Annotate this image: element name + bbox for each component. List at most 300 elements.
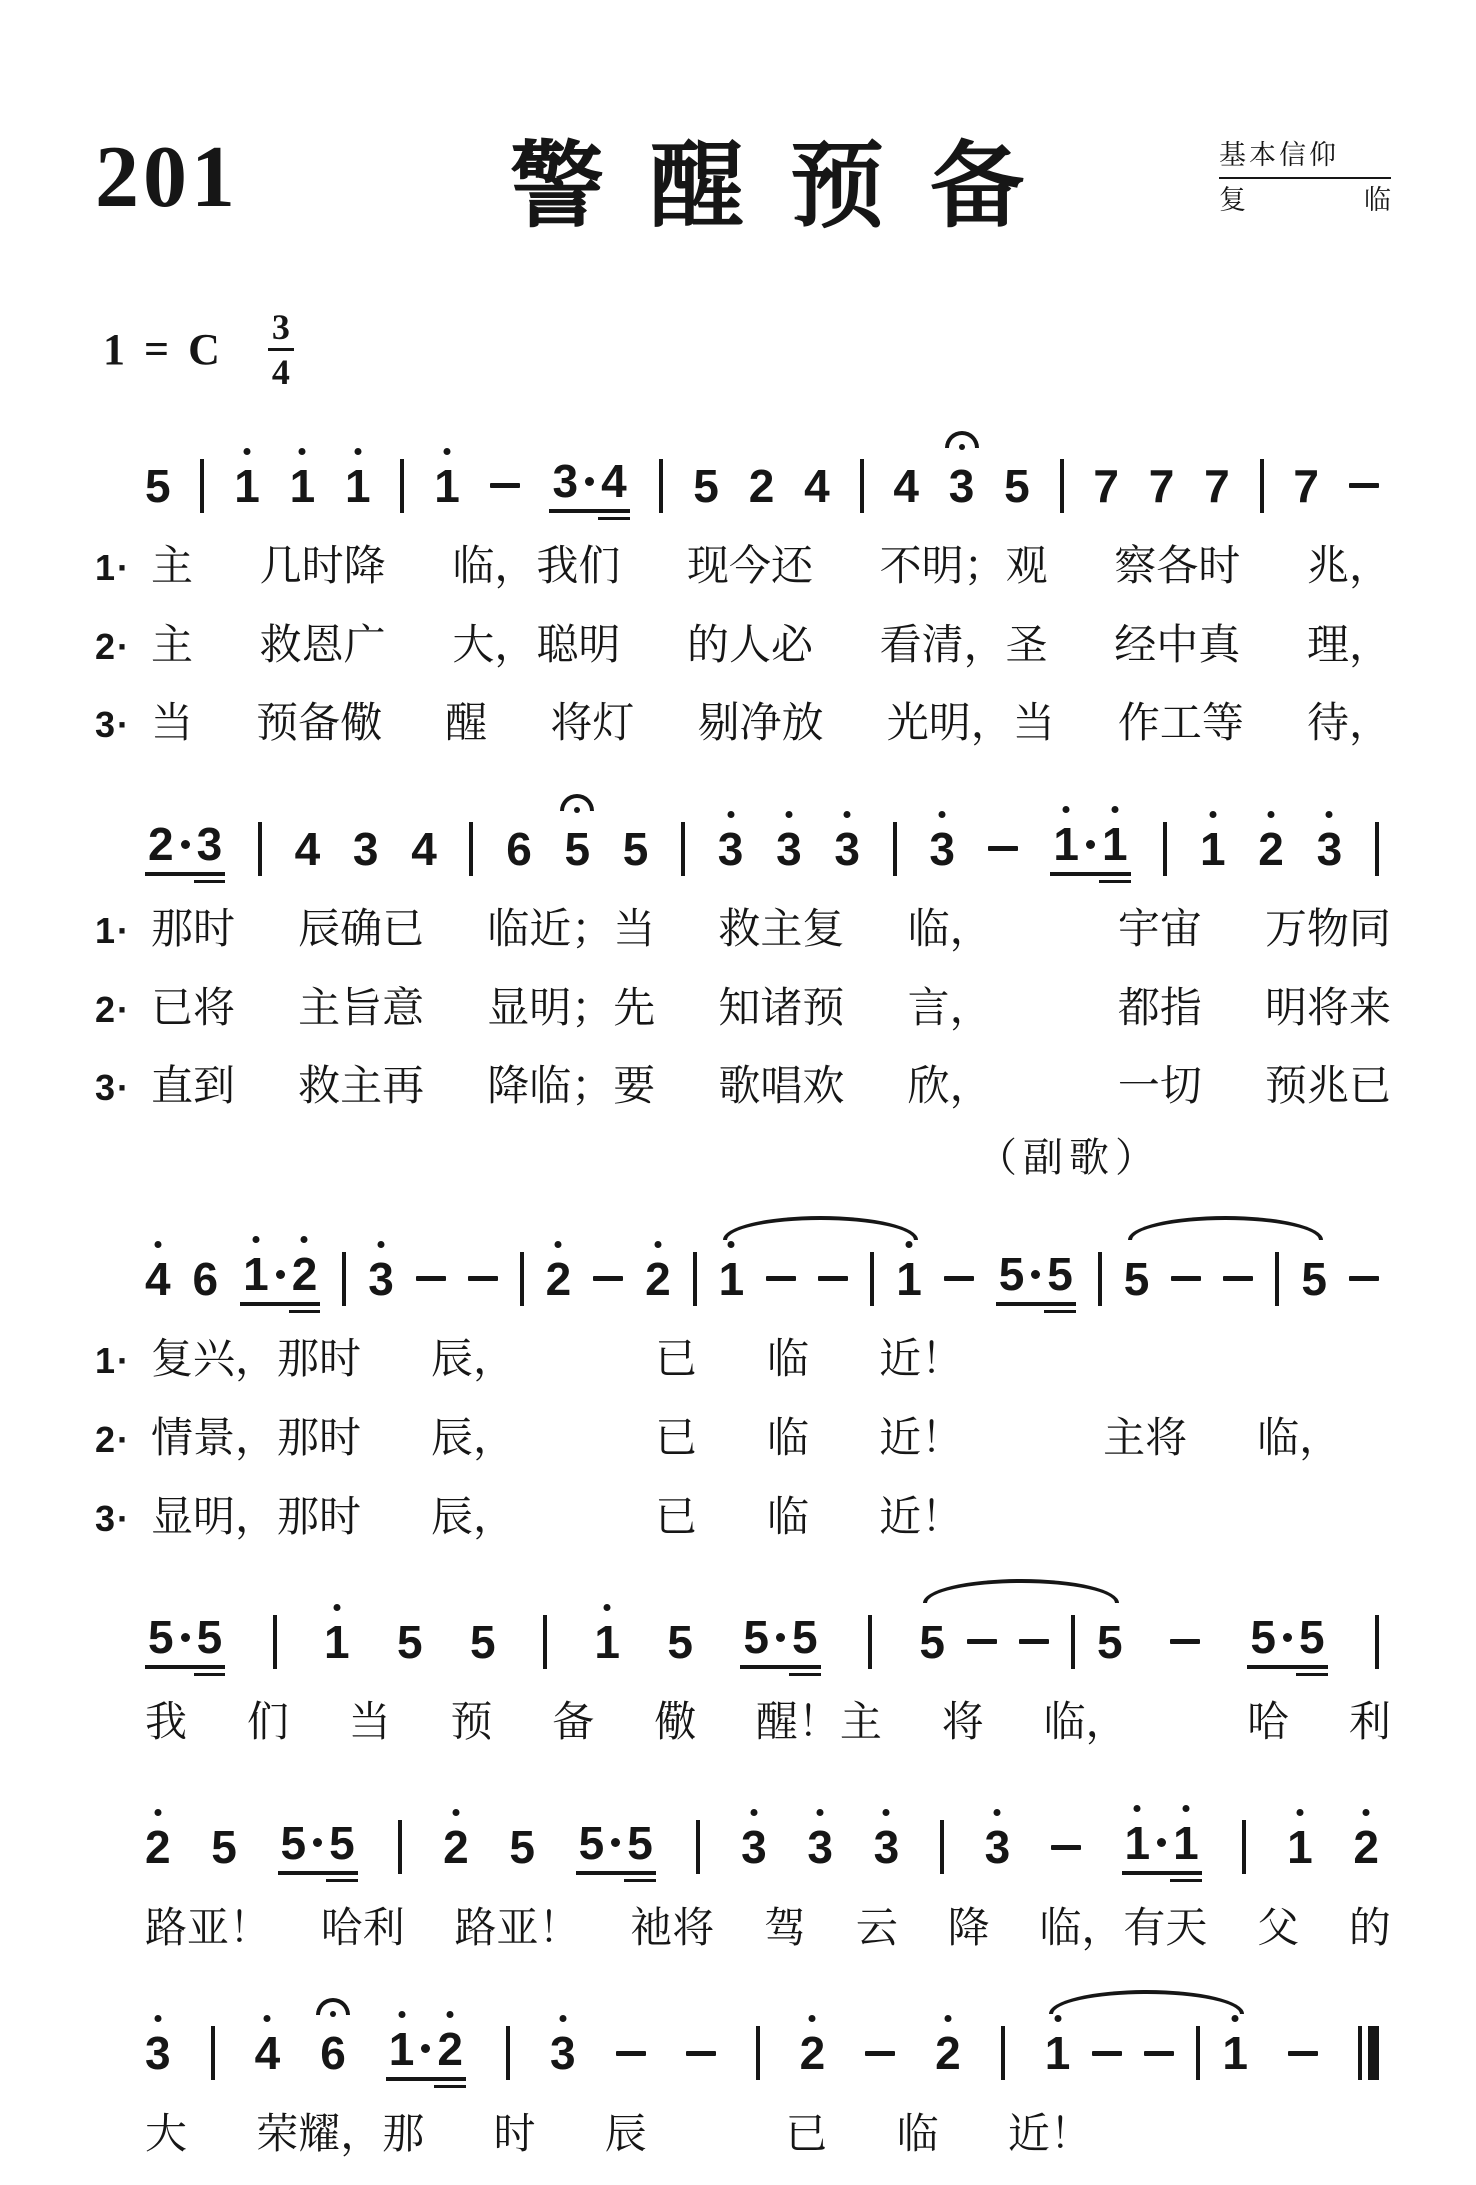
note-7: 7 xyxy=(1148,459,1175,512)
music-line-2 xyxy=(95,779,1391,896)
note-7: 7 xyxy=(1093,459,1119,512)
lyric-segments xyxy=(151,696,1391,753)
note-3-high: 3 xyxy=(368,1252,394,1305)
lyric-line-verse-2 xyxy=(95,1411,1391,1468)
lyric-line-verse-1 xyxy=(95,902,1391,959)
lyric-segment: 儆 xyxy=(654,1700,697,1747)
note-5: 5 xyxy=(667,1615,693,1668)
verse-number: 3 · xyxy=(95,1495,151,1544)
lyric-segments xyxy=(151,539,1391,596)
lyric-segment: 将灯 xyxy=(550,701,635,748)
barline xyxy=(506,2026,510,2080)
lyric-line-verse-2 xyxy=(95,981,1391,1038)
lyric-segment: 驾 xyxy=(764,1905,807,1952)
barline xyxy=(1275,1252,1279,1306)
lyric-segment: 临 xyxy=(767,1415,810,1462)
barline xyxy=(1071,1615,1075,1669)
lyric-segment: 临近；当 xyxy=(487,907,656,954)
lyric-line-verse-1 xyxy=(95,1332,1391,1389)
dash-extension xyxy=(1171,1276,1201,1281)
lyric-segment: 欣， xyxy=(907,1064,992,1111)
lyric-segment: 路亚！ xyxy=(454,1905,581,1952)
verse-number: 3 · xyxy=(95,701,151,750)
lyric-segment: 救主复 xyxy=(718,907,845,954)
category-bottom-label xyxy=(1219,179,1391,218)
note-4: 4 xyxy=(294,822,321,875)
lyric-line-verse-2 xyxy=(95,618,1391,675)
final-barline-thick xyxy=(1368,2026,1379,2080)
dash-extension xyxy=(967,1639,997,1644)
barline xyxy=(696,1820,700,1874)
barline xyxy=(1060,459,1064,513)
lyric-segment: 光明，当 xyxy=(886,701,1055,748)
dash-extension xyxy=(1349,483,1379,488)
barline xyxy=(1242,1820,1246,1874)
score-body xyxy=(95,416,1391,2163)
note-1-high: 1 xyxy=(594,1615,620,1668)
lyric-segment: 显明，那时 xyxy=(151,1494,362,1541)
note-2-high: 2 xyxy=(1353,1821,1379,1874)
barline xyxy=(200,459,204,513)
lyric-segments xyxy=(151,1411,1391,1468)
note-5: 5 xyxy=(627,1816,653,1869)
lyric-segment: 临， xyxy=(1257,1415,1342,1462)
lyric-segment: 预 xyxy=(450,1700,493,1747)
barline xyxy=(659,459,663,513)
lyric-segment: 已 xyxy=(655,1494,698,1541)
barline xyxy=(870,1252,874,1306)
hymn-number: 201 xyxy=(95,129,239,226)
lyric-segment: 不明；观 xyxy=(879,544,1048,590)
lyric-segment: 辰， xyxy=(431,1337,516,1384)
note-1-high: 1 xyxy=(324,1615,350,1668)
beamed-group xyxy=(386,2022,466,2081)
augmentation-dot xyxy=(1157,1838,1166,1847)
note-5: 5 xyxy=(578,1816,605,1869)
barline xyxy=(398,1820,402,1874)
note-3-high: 3 xyxy=(984,1821,1011,1874)
note-4-high: 4 xyxy=(254,2027,281,2080)
lyric-segments xyxy=(151,902,1391,959)
barline xyxy=(520,1252,524,1306)
note-1-high: 1 xyxy=(234,459,260,512)
note-5: 5 xyxy=(1123,1252,1150,1305)
beamed-group xyxy=(145,818,225,876)
lyric-segment: 近！ xyxy=(879,1337,964,1384)
lyric-segment: 临， xyxy=(907,907,992,954)
lyric-line-verse-3 xyxy=(95,696,1391,753)
lyric-segment: 祂将 xyxy=(630,1905,715,1952)
lyric-segment: 近！ xyxy=(1007,2111,1092,2158)
dash-extension xyxy=(416,1276,446,1281)
lyric-segment: 经中真 xyxy=(1114,622,1241,669)
lyric-segment: 大 xyxy=(145,2111,188,2158)
note-2-high: 2 xyxy=(545,1252,572,1305)
note-6-fermata: 6 xyxy=(320,2027,346,2080)
note-1-high: 1 xyxy=(345,459,371,512)
chorus-label: （副歌） xyxy=(977,1135,1161,1181)
lyric-segment: 们 xyxy=(246,1700,289,1747)
lyric-segment: 路亚！ xyxy=(145,1905,272,1952)
dash-extension xyxy=(766,1276,796,1281)
note-1-high: 1 xyxy=(1222,2027,1248,2080)
chorus-label-row xyxy=(95,1126,1391,1183)
note-3-high: 3 xyxy=(807,1821,833,1874)
lyric-segment: 近！ xyxy=(879,1494,964,1541)
key-tonic: 1 = C xyxy=(103,325,224,374)
note-3-fermata: 3 xyxy=(948,459,975,512)
lyric-segment: 救主再 xyxy=(298,1064,425,1111)
note-4: 4 xyxy=(893,459,919,512)
lyric-segment: 临，我们 xyxy=(452,544,621,590)
note-5: 5 xyxy=(693,459,719,512)
note-5: 5 xyxy=(145,459,171,512)
lyric-segments xyxy=(145,2107,1092,2164)
dash-extension xyxy=(818,1276,848,1281)
barline xyxy=(1098,1252,1102,1306)
dash-extension xyxy=(1223,1276,1253,1281)
note-5: 5 xyxy=(280,1816,307,1869)
lyric-line-verse-3 xyxy=(95,1059,1391,1116)
lyric-segment: 哈利 xyxy=(320,1905,405,1952)
barline xyxy=(1375,822,1379,876)
augmentation-dot xyxy=(1031,1270,1040,1279)
category-bottom-char: 复 xyxy=(1219,184,1246,215)
lyric-segment: 那时 xyxy=(151,907,236,954)
lyric-segment: 待， xyxy=(1306,701,1391,748)
note-2-high: 2 xyxy=(1258,822,1284,875)
note-7: 7 xyxy=(1293,459,1319,512)
lyric-segment: 主 xyxy=(151,544,194,590)
lyric-segment: 临 xyxy=(767,1494,810,1541)
note-3-high: 3 xyxy=(717,822,744,875)
verse-number: 2 · xyxy=(95,623,151,672)
lyric-segment: 当 xyxy=(151,701,194,748)
note-5: 5 xyxy=(1097,1615,1123,1668)
note-7: 7 xyxy=(1204,459,1230,512)
tie-group xyxy=(1124,1252,1327,1306)
lyric-segment: 情景，那时 xyxy=(151,1415,362,1462)
beamed-group xyxy=(1122,1816,1202,1875)
note-3-high: 3 xyxy=(776,822,802,875)
beamed-group xyxy=(576,1816,656,1875)
lyric-segment: 预兆已 xyxy=(1264,1064,1391,1111)
lyric-segment: 兆， xyxy=(1306,544,1391,590)
lyric-segments xyxy=(145,1901,1391,1958)
category-bottom-char: 临 xyxy=(1364,184,1391,215)
beamed-group xyxy=(740,1611,820,1669)
augmentation-dot xyxy=(611,1838,620,1847)
note-5: 5 xyxy=(1299,1611,1325,1664)
dash-extension xyxy=(1092,2051,1122,2056)
lyric-segments xyxy=(151,618,1391,675)
lyric-segment: 主旨意 xyxy=(298,985,425,1032)
barline xyxy=(258,822,262,876)
time-signature-numerator: 3 xyxy=(271,307,290,347)
lyric-segments xyxy=(151,1332,1391,1389)
lyric-segments xyxy=(151,1490,1391,1547)
note-5: 5 xyxy=(1047,1248,1073,1301)
note-6: 6 xyxy=(506,822,532,875)
barline xyxy=(469,822,473,876)
note-6: 6 xyxy=(192,1252,219,1305)
note-3-high: 3 xyxy=(741,1821,767,1874)
note-1-high: 1 xyxy=(1053,818,1079,871)
note-5: 5 xyxy=(329,1816,355,1869)
lyric-segment: 辰， xyxy=(431,1415,516,1462)
lyric-segment: 直到 xyxy=(151,1064,236,1111)
note-5: 5 xyxy=(196,1611,223,1664)
barline xyxy=(342,1252,346,1306)
tie-group xyxy=(919,1615,1122,1669)
lyric-segment: 父 xyxy=(1257,1905,1300,1952)
lyric-segment: 知诸预 xyxy=(718,985,845,1032)
note-5: 5 xyxy=(743,1611,769,1664)
lyric-segment: 临， xyxy=(1043,1700,1128,1747)
time-signature xyxy=(268,309,294,390)
beamed-group xyxy=(278,1816,358,1875)
tie-group xyxy=(1045,2026,1248,2080)
note-1-high: 1 xyxy=(434,459,460,512)
note-5: 5 xyxy=(397,1615,423,1668)
barline xyxy=(893,822,897,876)
final-barline xyxy=(1358,2026,1379,2080)
lyric-segment: 我 xyxy=(145,1700,188,1747)
verse-number: 2 · xyxy=(95,986,151,1035)
lyric-segments xyxy=(151,1059,1391,1116)
lyric-segment: 一切 xyxy=(1117,1064,1202,1111)
lyric-segment: 察各时 xyxy=(1114,544,1241,590)
dash-extension xyxy=(1019,1639,1049,1644)
augmentation-dot xyxy=(1283,1633,1292,1642)
lyric-segment: 万物同 xyxy=(1264,907,1391,954)
lyric-segment: 临 xyxy=(767,1337,810,1384)
barline xyxy=(543,1615,547,1669)
final-barline-thin xyxy=(1358,2026,1362,2080)
note-3: 3 xyxy=(352,822,379,875)
note-5: 5 xyxy=(1004,459,1030,512)
note-5: 5 xyxy=(1250,1611,1276,1664)
dash-extension xyxy=(1144,2051,1174,2056)
barline xyxy=(1260,459,1264,513)
lyric-segment: 明将来 xyxy=(1264,985,1391,1032)
note-3: 3 xyxy=(196,818,223,871)
dash-extension xyxy=(490,483,520,488)
category-block xyxy=(1219,137,1391,218)
dash-extension xyxy=(988,846,1018,851)
lyric-segment: 辰， xyxy=(431,1494,516,1541)
augmentation-dot xyxy=(421,2044,430,2053)
note-4-high: 4 xyxy=(145,1252,171,1305)
note-1-high: 1 xyxy=(289,459,316,512)
lyric-segment: 醒 xyxy=(445,701,488,748)
lyric-segment: 荣耀，那 xyxy=(256,2111,425,2158)
note-1-high: 1 xyxy=(1199,822,1226,875)
lyric-segment: 主 xyxy=(151,622,194,669)
note-5: 5 xyxy=(148,1611,174,1664)
lyric-segment: 几时降 xyxy=(259,544,386,590)
lyric-segment: 近！ xyxy=(879,1415,964,1462)
dash-extension xyxy=(1051,1845,1081,1850)
note-2: 2 xyxy=(748,459,775,512)
augmentation-dot xyxy=(1086,840,1095,849)
note-5: 5 xyxy=(1301,1252,1327,1305)
verse-number: 3 · xyxy=(95,1064,151,1113)
note-3-high: 3 xyxy=(834,822,860,875)
note-5: 5 xyxy=(792,1611,818,1664)
lyric-segment: 主将 xyxy=(1103,1415,1188,1462)
lyric-segment: 显明；先 xyxy=(487,985,656,1032)
note-2-high: 2 xyxy=(799,2027,826,2080)
dash-extension xyxy=(686,2051,716,2056)
beamed-group xyxy=(1247,1611,1327,1669)
lyric-segment: 降 xyxy=(947,1905,990,1952)
dash-extension xyxy=(865,2051,895,2056)
note-1-high: 1 xyxy=(388,2022,415,2075)
verse-number: 2 · xyxy=(95,1416,151,1465)
lyric-line xyxy=(95,1695,1391,1752)
note-4: 4 xyxy=(601,455,627,507)
category-top-label: 基本信仰 xyxy=(1219,137,1391,178)
lyric-segment: 降临；要 xyxy=(487,1064,656,1111)
lyric-segment: 时 xyxy=(493,2111,536,2158)
hymn-title: 警醒预备 xyxy=(509,135,1070,239)
beamed-group xyxy=(240,1248,320,1306)
music-line-4 xyxy=(95,1572,1391,1689)
lyric-segment: 当 xyxy=(348,1700,391,1747)
dash-extension xyxy=(1288,2051,1318,2056)
barline xyxy=(693,1252,697,1306)
dash-extension xyxy=(1170,1639,1200,1644)
note-2-high: 2 xyxy=(645,1252,671,1305)
lyric-segment: 言， xyxy=(907,985,992,1032)
lyric-segment: 已将 xyxy=(151,985,236,1032)
barline xyxy=(1196,2026,1200,2080)
note-5: 5 xyxy=(211,1821,237,1874)
verse-number: 1 · xyxy=(95,1337,151,1386)
lyric-segment: 都指 xyxy=(1117,985,1202,1032)
header xyxy=(95,110,1391,245)
dash-extension xyxy=(944,1276,974,1281)
lyric-segment: 作工等 xyxy=(1117,701,1244,748)
note-1-high: 1 xyxy=(896,1252,922,1305)
lyric-segment: 哈 xyxy=(1247,1700,1290,1747)
barline xyxy=(860,459,864,513)
lyric-segment: 复兴，那时 xyxy=(151,1337,362,1384)
note-1-high: 1 xyxy=(1173,1816,1199,1869)
barline xyxy=(756,2026,760,2080)
dash-extension xyxy=(593,1276,623,1281)
lyric-segment: 备 xyxy=(552,1700,595,1747)
dash-extension xyxy=(616,2051,646,2056)
note-5: 5 xyxy=(622,822,649,875)
lyric-segment: 看清，圣 xyxy=(879,622,1048,669)
lyric-segment: 的 xyxy=(1348,1905,1391,1952)
note-3-high: 3 xyxy=(873,1821,900,1874)
note-2-high: 2 xyxy=(437,2022,463,2075)
barline xyxy=(1163,822,1167,876)
note-1-high: 1 xyxy=(243,1248,269,1301)
lyric-segment: 的人必 xyxy=(686,622,813,669)
note-4: 4 xyxy=(804,459,830,512)
barline xyxy=(1001,2026,1005,2080)
barline xyxy=(211,2026,215,2080)
verse-number: 1 · xyxy=(95,544,151,593)
lyric-line-verse-3 xyxy=(95,1490,1391,1547)
augmentation-dot xyxy=(585,477,594,486)
lyric-segment: 临 xyxy=(896,2111,939,2158)
music-line-1 xyxy=(95,416,1391,533)
barline xyxy=(868,1615,872,1669)
augmentation-dot xyxy=(276,1270,285,1279)
music-line-6 xyxy=(95,1984,1391,2101)
lyric-segments xyxy=(145,1695,1391,1752)
music-line-5 xyxy=(95,1778,1391,1895)
augmentation-dot xyxy=(181,840,190,849)
lyric-segment: 辰确已 xyxy=(298,907,425,954)
note-3: 3 xyxy=(552,455,579,507)
lyric-segment: 歌唱欢 xyxy=(718,1064,845,1111)
augmentation-dot xyxy=(181,1633,190,1642)
note-3-high: 3 xyxy=(549,2027,576,2080)
note-2-high: 2 xyxy=(443,1821,469,1874)
time-signature-denominator: 4 xyxy=(268,348,294,390)
dash-extension xyxy=(468,1276,498,1281)
note-5: 5 xyxy=(509,1821,535,1874)
barline xyxy=(400,459,404,513)
note-2: 2 xyxy=(148,818,174,871)
lyric-segment: 辰 xyxy=(604,2111,647,2158)
augmentation-dot xyxy=(313,1838,322,1847)
verse-number: 1 · xyxy=(95,907,151,956)
lyric-segment: 理， xyxy=(1306,622,1391,669)
note-3-high: 3 xyxy=(1316,822,1343,875)
beamed-group xyxy=(1050,818,1130,876)
note-3-high: 3 xyxy=(929,822,955,875)
barline xyxy=(681,822,685,876)
lyric-segment: 大，聪明 xyxy=(452,622,621,669)
lyric-line-verse-1 xyxy=(95,539,1391,596)
key-signature-row xyxy=(95,309,1391,390)
beamed-group xyxy=(145,1611,225,1669)
note-2-high: 2 xyxy=(291,1248,318,1301)
lyric-segment: 现今还 xyxy=(686,544,813,590)
beamed-group xyxy=(549,455,629,513)
lyric-segment: 将 xyxy=(941,1700,984,1747)
tie-group xyxy=(719,1252,922,1306)
note-5: 5 xyxy=(919,1615,945,1668)
lyric-segment: 已 xyxy=(785,2111,828,2158)
lyric-segment: 预备儆 xyxy=(256,701,383,748)
note-4: 4 xyxy=(411,822,437,875)
note-2-high: 2 xyxy=(145,1821,171,1874)
lyric-segments xyxy=(151,981,1391,1038)
barline xyxy=(940,1820,944,1874)
note-1-high: 1 xyxy=(1101,818,1128,871)
lyric-segment: 已 xyxy=(655,1337,698,1384)
augmentation-dot xyxy=(776,1633,785,1642)
lyric-segment: 救恩广 xyxy=(259,622,386,669)
note-5: 5 xyxy=(998,1248,1025,1301)
note-1-high: 1 xyxy=(1044,2027,1071,2080)
lyric-segment: 云 xyxy=(855,1905,898,1952)
lyric-segment: 剔净放 xyxy=(697,701,824,748)
barline xyxy=(1375,1615,1379,1669)
note-1-high: 1 xyxy=(718,1252,745,1305)
lyric-line xyxy=(95,1901,1391,1958)
dash-extension xyxy=(1349,1276,1379,1281)
lyric-segment: 已 xyxy=(655,1415,698,1462)
